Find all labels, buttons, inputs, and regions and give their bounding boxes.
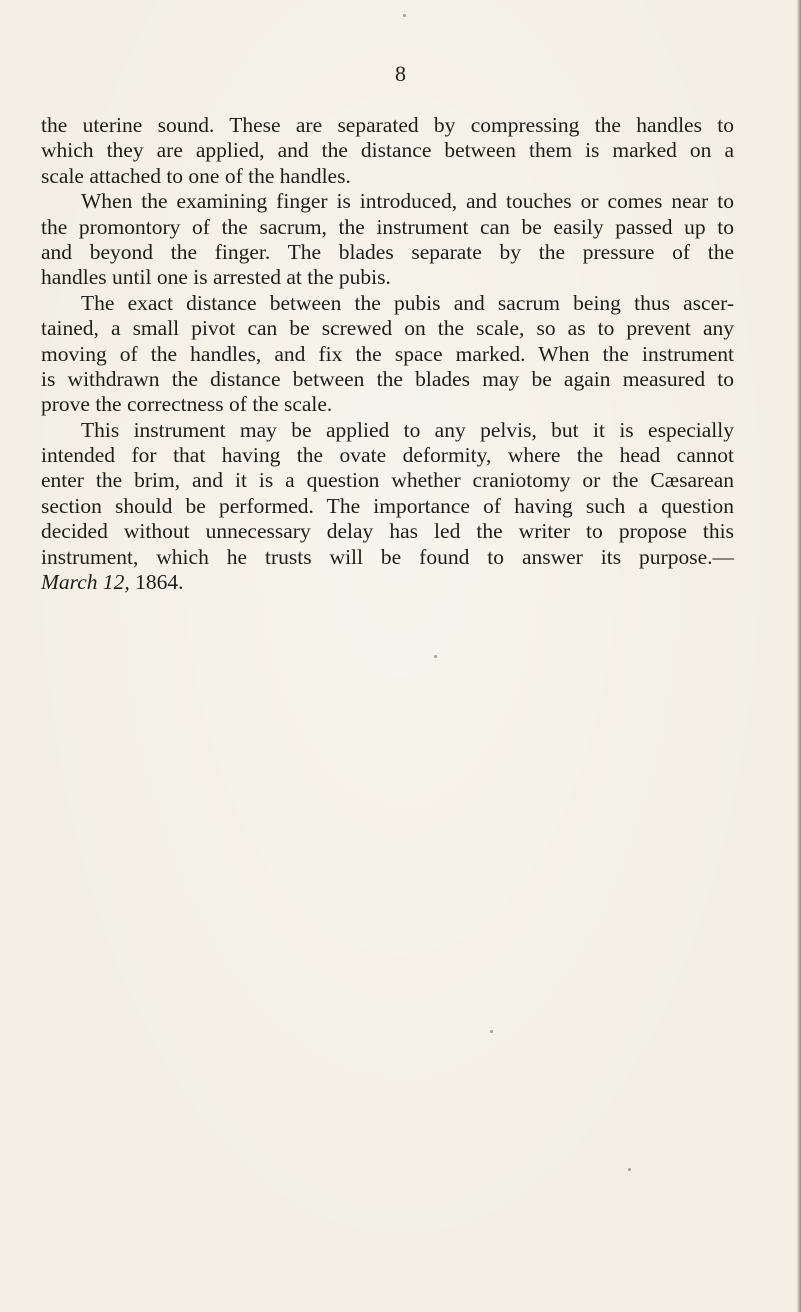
paper-speck <box>403 14 406 17</box>
text-line: which they are applied, and the distance between them is marked on a <box>41 138 734 163</box>
paper-speck <box>628 1168 631 1171</box>
paper-speck <box>434 655 437 658</box>
paragraph-4 <box>41 418 734 596</box>
text-line: tained, a small pivot can be screwed on the scale, so as to prevent any <box>41 316 734 341</box>
text-line: the uterine sound. These are separated by compressing the handles to <box>41 113 734 137</box>
text-line: the promontory of the sacrum, the instrument can be easily passed up to <box>41 214 734 239</box>
text-line: moving of the handles, and fix the space marked. When the instrument <box>41 341 734 366</box>
text-line: scale attached to one of the handles. <box>41 163 351 188</box>
date-year: 1864. <box>129 570 184 595</box>
paragraph-1 <box>41 113 734 189</box>
date-line <box>41 570 734 595</box>
text-line: and beyond the finger. The blades separate by the pressure of the <box>41 239 734 264</box>
text-line: prove the correctness of the scale. <box>41 392 333 417</box>
text-line: section should be performed. The importance of having such a question <box>41 493 734 518</box>
text-line: This instrument may be applied to any pelvis, but it is especially <box>81 417 734 442</box>
text-line: When the examining finger is introduced, and touches or comes near to <box>81 189 734 214</box>
date-month-day: March 12, <box>41 570 130 595</box>
text-line: The exact distance between the pubis and sacrum being thus ascer- <box>81 290 734 315</box>
text-line: instrument, which he trusts will be found to answer its purpose.— <box>41 544 734 569</box>
page-number: 8 <box>395 61 406 86</box>
text-line: is withdrawn the distance between the blades may be again measured to <box>41 366 734 391</box>
body-text <box>41 113 734 595</box>
paragraph-2 <box>41 189 734 291</box>
paper-speck <box>490 1030 493 1033</box>
text-line: intended for that having the ovate deformity, where the head cannot <box>41 443 734 468</box>
page-edge <box>797 0 801 1312</box>
paragraph-3 <box>41 291 734 418</box>
text-line: decided without unnecessary delay has led the writer to propose this <box>41 519 734 544</box>
text-line: enter the brim, and it is a question whether craniotomy or the Cæsarean <box>41 468 734 493</box>
text-line: handles until one is arrested at the pubis. <box>41 265 391 290</box>
